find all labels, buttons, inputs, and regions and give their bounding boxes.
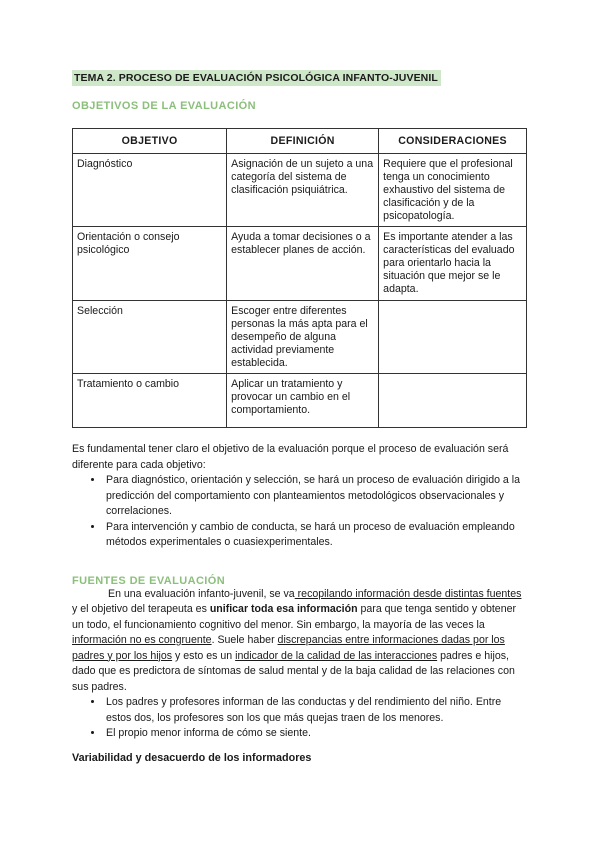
- text-run: . Suele haber: [211, 634, 278, 646]
- underlined-text: indicador de la calidad de las interacciones: [235, 649, 438, 662]
- cell-consideraciones: [379, 301, 527, 374]
- table-row: [73, 154, 527, 227]
- objetivos-heading: OBJETIVOS DE LA EVALUACIÓN: [72, 100, 256, 112]
- objetivos-table: [72, 128, 527, 428]
- variabilidad-subheading: Variabilidad y desacuerdo de los informadores: [72, 751, 312, 764]
- header-definicion: DEFINICIÓN: [227, 129, 379, 154]
- objetivos-bullet-list: [72, 473, 528, 551]
- bold-text: unificar toda esa información: [209, 603, 358, 615]
- cell-objetivo: Diagnóstico: [73, 154, 227, 227]
- document-page: [72, 68, 528, 764]
- cell-definicion: Escoger entre diferentes personas la más apta para el desempeño de alguna actividad previamente establecida.: [227, 301, 379, 374]
- table-row: [73, 227, 527, 301]
- fuentes-heading: FUENTES DE EVALUACIÓN: [72, 574, 226, 587]
- document-title: TEMA 2. PROCESO DE EVALUACIÓN PSICOLÓGICA INFANTO-JUVENIL: [72, 70, 441, 86]
- cell-definicion: Aplicar un tratamiento y provocar un cambio en el comportamiento.: [227, 374, 379, 428]
- cell-consideraciones: Requiere que el profesional tenga un conocimiento exhaustivo del sistema de clasificación y de la psicopatología.: [379, 154, 527, 227]
- table-row: [73, 374, 527, 428]
- header-objetivo: OBJETIVO: [73, 129, 227, 154]
- underlined-text: recopilando información desde distintas fuentes: [294, 587, 522, 600]
- table-row: [73, 301, 527, 374]
- text-run: y esto es un: [172, 649, 236, 662]
- list-item: • Para diagnóstico, orientación y selección, se hará un proceso de evaluación dirigido a la predicción del comportamiento con planteamientos metodológicos observacionales y correlaciones.: [104, 473, 528, 520]
- cell-objetivo: Selección: [73, 301, 227, 374]
- cell-definicion: Asignación de un sujeto a una categoría del sistema de clasificación psiquiátrica.: [227, 154, 379, 227]
- list-item: • Para intervención y cambio de conducta, se hará un proceso de evaluación empleando métodos experimentales o cuasiexperimentales.: [104, 520, 528, 551]
- cell-objetivo: Tratamiento o cambio: [73, 374, 227, 428]
- underlined-text: información no es congruente: [72, 634, 212, 646]
- text-run: En una evaluación infanto-juvenil, se va: [108, 587, 295, 600]
- fuentes-bullet-list: [72, 695, 528, 742]
- objetivos-intro: Es fundamental tener claro el objetivo de la evaluación porque el proceso de evaluación será diferente para cada objetivo:: [72, 443, 509, 471]
- fuentes-paragraph: [72, 587, 528, 696]
- cell-objetivo: Orientación o consejo psicológico: [73, 227, 227, 301]
- header-consideraciones: CONSIDERACIONES: [379, 129, 527, 154]
- cell-consideraciones: Es importante atender a las características del evaluado para orientarlo hacia la situación que mejor se le adapta.: [379, 227, 527, 301]
- cell-definicion: Ayuda a tomar decisiones o a establecer planes de acción.: [227, 227, 379, 301]
- table-header-row: [73, 129, 527, 154]
- list-item: • El propio menor informa de cómo se siente.: [104, 726, 528, 742]
- text-run: para que tenga sentido y obtener un todo, el funcionamiento cognitivo del menor. Sin embargo, la mayoría de las veces la: [72, 603, 517, 631]
- text-run: padres e hijos, dado que es predictora de síntomas de salud mental y de la baja calidad de las relaciones con sus padres.: [72, 649, 515, 693]
- text-run: y el objetivo del terapeuta es: [72, 603, 210, 615]
- underlined-text: discrepancias entre informaciones dadas por los padres y por los hijos: [72, 634, 505, 662]
- list-item: • Los padres y profesores informan de las conductas y del rendimiento del niño. Entre estos dos, los profesores son los que más quejas traen de los menores.: [104, 695, 528, 726]
- cell-consideraciones: [379, 374, 527, 428]
